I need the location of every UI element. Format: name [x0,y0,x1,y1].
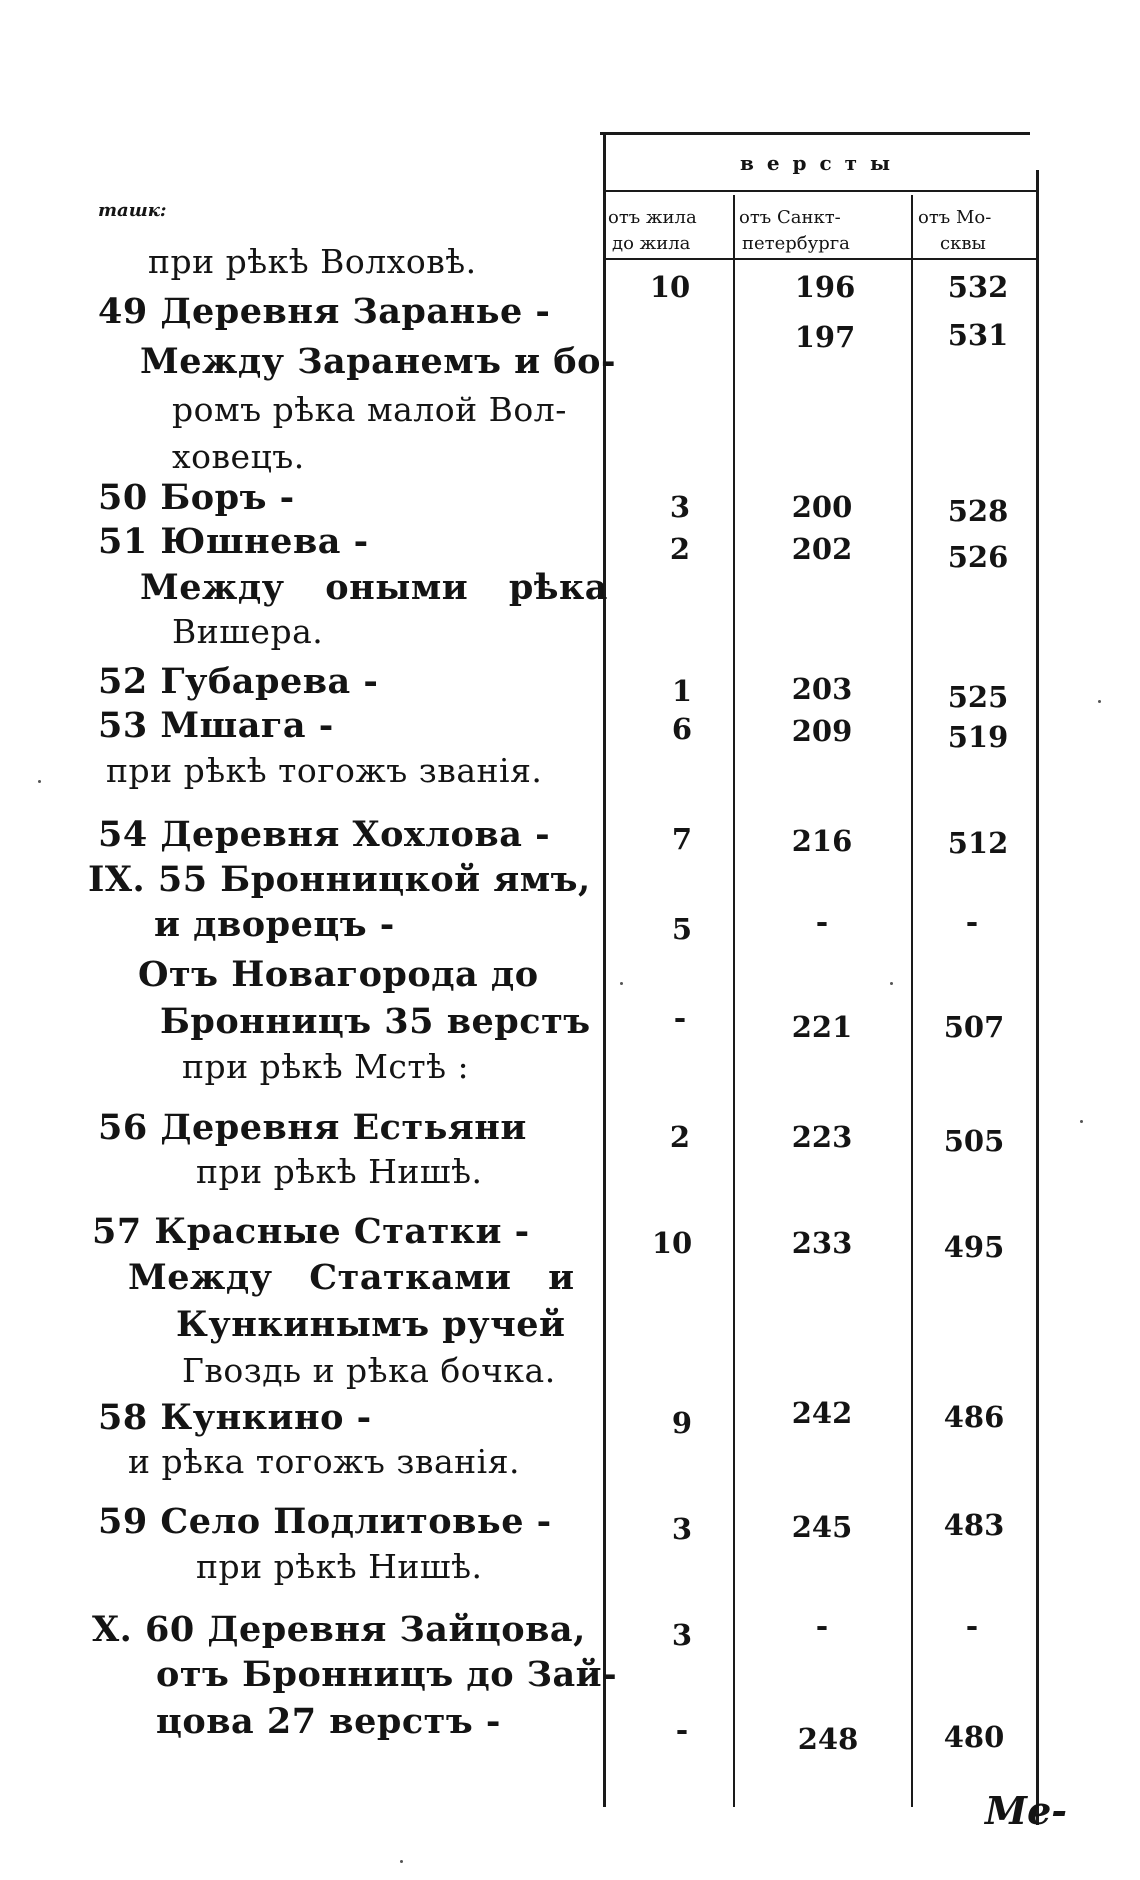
line-text: Между оными рѣка [140,567,608,608]
line-text: 56 Деревня Естьяни [98,1107,527,1148]
col1-header-line1: отъ жила [608,207,697,228]
cell-from-petersburg: 248 [797,1722,859,1756]
cell-from-station: 10 [651,1226,693,1260]
line-text: и дворецъ - [154,904,395,945]
running-head-left: ташк: [98,200,167,221]
cell-from-station: 7 [671,822,693,856]
cell-from-station: 10 [649,270,691,304]
line-text: Бронницъ 35 верстъ [160,1001,591,1042]
line-text: при рѣкѣ Мстѣ : [182,1047,470,1086]
header-mid-rule [606,190,1038,192]
cell-from-station: 2 [669,532,691,566]
print-speck [1098,700,1101,703]
col3-header-line2: сквы [940,233,986,254]
cell-from-petersburg: 196 [794,270,856,304]
cell-from-moscow: - [965,905,979,940]
cell-from-petersburg: 221 [791,1010,853,1044]
cell-from-petersburg: 245 [791,1510,853,1544]
print-speck [38,780,41,783]
col1-col2-divider [733,195,735,1807]
cell-from-station: - [673,1001,687,1036]
cell-from-station: 5 [671,912,693,946]
cell-from-moscow: 495 [943,1230,1005,1264]
cell-from-petersburg: 200 [791,490,853,524]
cell-from-station: 1 [671,674,693,708]
cell-from-station: 3 [671,1512,693,1546]
cell-from-station: 2 [669,1120,691,1154]
cell-from-moscow: 507 [943,1010,1005,1044]
cell-from-station: 9 [671,1406,693,1440]
cell-from-petersburg: 209 [791,714,853,748]
col2-header-line1: отъ Санкт- [739,207,841,228]
line-text: при рѣкѣ Нишѣ. [196,1152,483,1191]
line-text: ромъ рѣка малой Вол- [172,390,567,429]
line-text: Между Статками и [128,1257,575,1298]
cell-from-petersburg: 216 [791,824,853,858]
cell-from-moscow: 532 [947,270,1009,304]
cell-from-petersburg: 202 [791,532,853,566]
cell-from-petersburg: 203 [791,672,853,706]
table-right-border [1036,170,1039,1825]
line-text: Между Заранемъ и бо- [140,341,617,382]
cell-from-moscow: 531 [947,318,1009,352]
line-text: Отъ Новагорода до [138,954,539,995]
col1-header-line2: до жила [612,233,691,254]
line-text: 49 Деревня Заранье - [98,291,551,332]
line-text: отъ Бронницъ до Зай- [156,1654,618,1695]
line-text: 50 Боръ - [98,477,295,518]
line-text: 58 Кункино - [98,1397,372,1438]
table-left-border [603,132,606,1807]
cell-from-station: 6 [671,712,693,746]
cell-from-moscow: 525 [947,680,1009,714]
col2-col3-divider [911,195,913,1807]
cell-from-moscow: 526 [947,540,1009,574]
line-text: 57 Красные Статки - [92,1211,530,1252]
col2-header-line2: петербурга [742,233,850,254]
line-text: Вишера. [172,612,324,651]
cell-from-station: 3 [669,490,691,524]
cell-from-petersburg: - [815,905,829,940]
print-speck [400,1860,403,1863]
line-text: ховецъ. [172,437,305,476]
print-speck [620,982,623,985]
cell-from-petersburg: 197 [794,320,856,354]
line-text: при рѣкѣ Волховѣ. [148,242,477,281]
table-top-rule [600,132,1030,135]
line-text: X. 60 Деревня Зайцова, [92,1609,586,1650]
versty-heading: в е р с т ы [740,151,894,175]
cell-from-moscow: 505 [943,1124,1005,1158]
line-text: при рѣкѣ тогожъ званія. [106,751,543,790]
cell-from-petersburg: 223 [791,1120,853,1154]
line-text: Кункинымъ ручей [176,1304,566,1345]
cell-from-moscow: 480 [943,1720,1005,1754]
header-bottom-rule [606,258,1038,260]
col3-header-line1: отъ Мо- [918,207,992,228]
line-text: 59 Село Подлитовье - [98,1501,552,1542]
line-text: при рѣкѣ Нишѣ. [196,1547,483,1586]
cell-from-station: 3 [671,1618,693,1652]
catchword: Ме- [985,1788,1068,1833]
cell-from-petersburg: 242 [791,1396,853,1430]
print-speck [890,982,893,985]
cell-from-moscow: 528 [947,494,1009,528]
cell-from-moscow: 486 [943,1400,1005,1434]
cell-from-petersburg: 233 [791,1226,853,1260]
line-text: 52 Губарева - [98,661,379,702]
line-text: 53 Мшага - [98,705,334,746]
line-text: и рѣка тогожъ званія. [128,1442,521,1481]
line-text: IX. 55 Бронницкой ямъ, [88,859,591,900]
cell-from-station: - [675,1713,689,1748]
cell-from-moscow: 519 [947,720,1009,754]
cell-from-moscow: 483 [943,1508,1005,1542]
line-text: Гвоздь и рѣка бочка. [182,1351,556,1390]
line-text: 54 Деревня Хохлова - [98,814,551,855]
cell-from-moscow: 512 [947,826,1009,860]
cell-from-petersburg: - [815,1609,829,1644]
cell-from-moscow: - [965,1609,979,1644]
line-text: цова 27 верстъ - [156,1701,501,1742]
line-text: 51 Юшнева - [98,521,369,562]
print-speck [1080,1120,1083,1123]
